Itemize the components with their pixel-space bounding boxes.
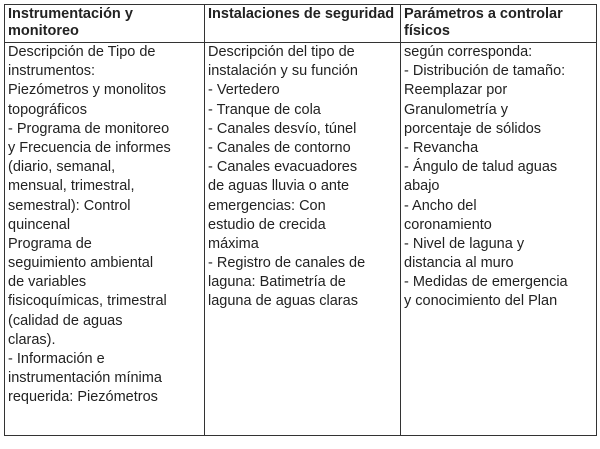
cell-text-line: - Ángulo de talud aguas xyxy=(404,159,558,176)
cell-text-line: distancia al muro xyxy=(404,255,514,272)
header-parametros: Parámetros a controlar físicos xyxy=(401,5,597,43)
cell-text-line: Granulometría y xyxy=(404,101,508,118)
cell-text-line: claras). xyxy=(8,331,56,348)
cell-text-line: porcentaje de sólidos xyxy=(404,120,542,137)
requirements-table xyxy=(4,4,597,436)
cell-text-line: quincenal xyxy=(8,216,71,233)
cell-text-line: - Canales desvío, túnel xyxy=(208,120,357,137)
cell-text-line: Reemplazar por xyxy=(404,82,508,99)
cell-text-line: y Frecuencia de informes xyxy=(8,139,171,156)
cell-text-line: fisicoquímicas, trimestral xyxy=(8,293,167,310)
cell-text-line: laguna de aguas claras xyxy=(208,293,358,310)
cell-text-line: requerida: Piezómetros xyxy=(8,389,158,406)
cell-text-line: mensual, trimestral, xyxy=(8,178,135,195)
cell-text-line: - Programa de monitoreo xyxy=(8,120,170,137)
cell-text-line: instrumentación mínima xyxy=(8,370,162,387)
cell-text-line: topográficos xyxy=(8,101,87,118)
cell-text-line: - Tranque de cola xyxy=(208,101,321,118)
cell-parametros xyxy=(401,43,597,436)
cell-text-line: instrumentos: xyxy=(8,63,96,80)
cell-text-line: - Distribución de tamaño: xyxy=(404,63,566,80)
cell-text-line: - Medidas de emergencia xyxy=(404,274,568,291)
cell-text-line: (calidad de aguas xyxy=(8,312,123,329)
cell-text-line: laguna: Batimetría de xyxy=(208,274,346,291)
cell-text-line: - Vertedero xyxy=(208,82,280,99)
cell-instalaciones xyxy=(205,43,401,436)
table-row xyxy=(5,43,597,436)
cell-text-line: y conocimiento del Plan xyxy=(404,293,558,310)
cell-text-line: semestral): Control xyxy=(8,197,131,214)
cell-text-line: - Canales de contorno xyxy=(208,139,351,156)
cell-text-line: - Información e xyxy=(8,351,105,367)
cell-text-line: - Ancho del xyxy=(404,197,477,214)
cell-text-line: - Canales evacuadores xyxy=(208,159,358,176)
cell-text-line: de aguas lluvia o ante xyxy=(208,178,350,195)
cell-text-line: seguimiento ambiental xyxy=(8,255,154,272)
cell-text-line: estudio de crecida xyxy=(208,216,326,233)
cell-text-line: máxima xyxy=(208,235,259,252)
cell-text-line: Piezómetros y monolitos xyxy=(8,82,166,99)
header-instalaciones: Instalaciones de seguridad xyxy=(205,5,401,43)
cell-text-line: Programa de xyxy=(8,235,92,252)
cell-instrumentacion xyxy=(5,43,205,436)
cell-text-line: emergencias: Con xyxy=(208,197,326,214)
cell-text-line: - Revancha xyxy=(404,139,479,156)
cell-text-line: - Registro de canales de xyxy=(208,255,366,272)
cell-text-line: Descripción del tipo de xyxy=(208,44,355,60)
cell-text-line: Descripción de Tipo de xyxy=(8,44,156,60)
cell-text-line: instalación y su función xyxy=(208,63,358,80)
cell-text-line: según corresponda: xyxy=(404,44,533,60)
header-instrumentacion: Instrumentación y monitoreo xyxy=(5,5,205,43)
cell-text-line: (diario, semanal, xyxy=(8,159,116,176)
cell-text-line: - Nivel de laguna y xyxy=(404,235,525,252)
cell-text-line: coronamiento xyxy=(404,216,492,233)
table-header-row xyxy=(5,5,597,43)
cell-text-line: de variables xyxy=(8,274,87,291)
cell-text-line: abajo xyxy=(404,178,440,195)
